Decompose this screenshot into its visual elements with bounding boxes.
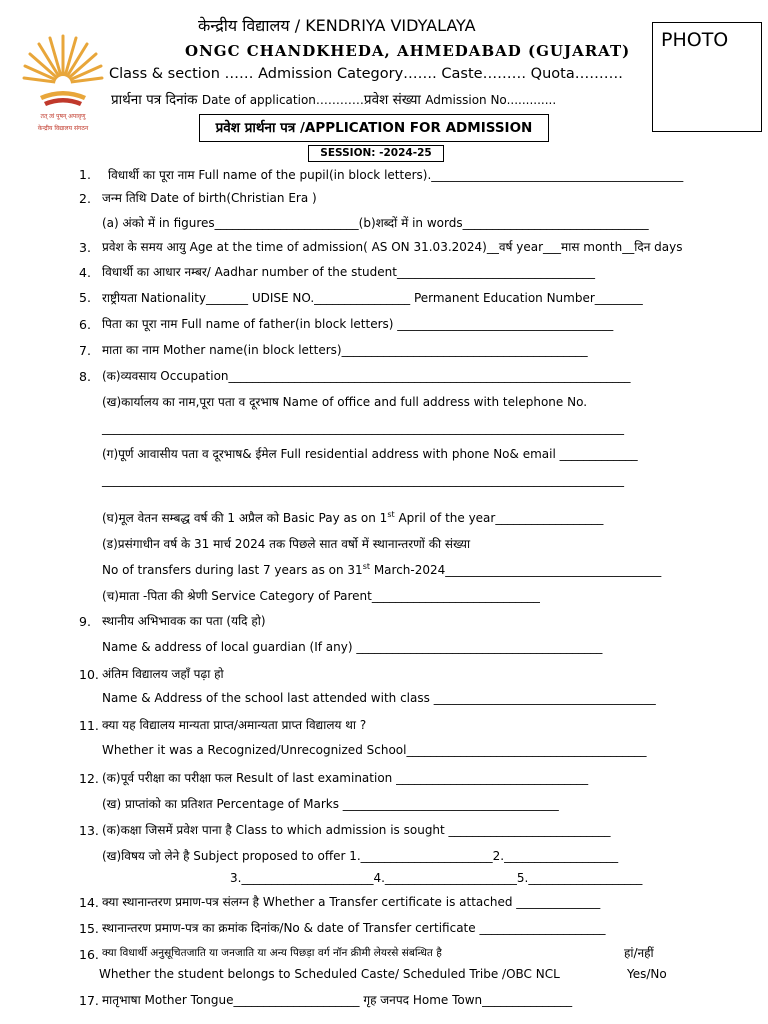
item-number: 16. bbox=[79, 947, 99, 962]
field-occupation: (क)व्यवसाय Occupation___________________________________________________________________ bbox=[102, 369, 631, 383]
field-office-address: (ख)कार्यालय का नाम,पूरा पता व दूरभाष Name of office and full address with telephone No. bbox=[102, 395, 588, 409]
field-dob: जन्म तिथि Date of birth(Christian Era ) bbox=[102, 191, 317, 205]
office-address-line: _______________________________________________________________________________________ bbox=[102, 421, 624, 435]
field-residential-address: (ग)पूर्ण आवासीय पता व दूरभाष& ईमेल Full residential address with phone No& email _____________ bbox=[102, 447, 638, 461]
sunburst-emblem-icon bbox=[22, 28, 104, 138]
field-caste-category-hi: क्या विधार्थी अनुसूचितजाति या जनजाति या अन्य पिछड़ा वर्ग नॉन क्रीमी लेयरसे संबन्धित है bbox=[102, 947, 442, 959]
session-label: SESSION: -2024-25 bbox=[308, 145, 444, 162]
field-recognized-hi: क्या यह विद्यालय मान्यता प्राप्त/अमान्यता प्राप्त विद्यालय था ? bbox=[102, 718, 367, 732]
field-marks-percentage: (ख) प्राप्तांको का प्रतिशत Percentage of Marks ____________________________________ bbox=[102, 797, 559, 811]
item-number: 5. bbox=[79, 290, 91, 305]
admission-no-en: Admission No............. bbox=[425, 93, 557, 107]
field-age: प्रवेश के समय आयु Age at the time of admission( AS ON 31.03.2024)__वर्ष year___मास month__दिन days bbox=[102, 240, 683, 254]
field-pupil-name: विधार्थी का पूरा नाम Full name of the pupil(in block letters).__________________________________________ bbox=[108, 168, 684, 182]
field-local-guardian-hi: स्थानीय अभिभावक का पता (यदि हो) bbox=[102, 614, 266, 628]
field-local-guardian: Name & address of local guardian (If any) _________________________________________ bbox=[102, 640, 603, 654]
field-caste-category: Whether the student belongs to Scheduled Caste/ Scheduled Tribe /OBC NCL bbox=[99, 967, 560, 981]
field-dob-figures-words: (a) अंको में in figures________________________(b)शब्दों में in words_______________________________ bbox=[102, 216, 649, 230]
field-subjects: (ख)विषय जो लेने है Subject proposed to offer 1.______________________2.___________________ bbox=[102, 849, 619, 863]
field-last-school: Name & Address of the school last attended with class _____________________________________ bbox=[102, 691, 656, 705]
field-subjects-cont: 3.______________________4.______________________5.___________________ bbox=[230, 871, 643, 885]
basic-pay-label: (घ)मूल वेतन सम्बद्ध वर्ष की 1 अप्रैल को Basic Pay as on 1 bbox=[102, 511, 388, 525]
item-number: 1. bbox=[79, 167, 91, 182]
item-number: 10. bbox=[79, 667, 99, 682]
field-father-name: पिता का पूरा नाम Full name of father(in block letters) ____________________________________ bbox=[102, 317, 614, 331]
school-branch: ONGC CHANDKHEDA, AHMEDABAD (GUJARAT) bbox=[185, 42, 631, 60]
school-name: केन्द्रीय विद्यालय / KENDRIYA VIDYALAYA bbox=[198, 16, 476, 35]
field-mother-tongue: मातृभाषा Mother Tongue_____________________ गृह जनपद Home Town_______________ bbox=[102, 993, 573, 1007]
field-last-result: (क)पूर्व परीक्षा का परीक्षा फल Result of last examination ________________________________ bbox=[102, 771, 589, 785]
field-last-school-hi: अंतिम विद्यालय जहाँ पढ़ा हो bbox=[102, 667, 224, 681]
item-number: 6. bbox=[79, 317, 91, 332]
field-transfers-en bbox=[102, 562, 661, 577]
transfers-sup: st bbox=[362, 562, 371, 571]
field-nationality: राष्ट्रीयता Nationality_______ UDISE NO.________________ Permanent Education Number________ bbox=[102, 291, 643, 305]
item-number: 15. bbox=[79, 921, 99, 936]
logo-motto: तत् त्वं पूषन् अपावृणु bbox=[40, 113, 86, 120]
item-number: 7. bbox=[79, 343, 91, 358]
admission-no-hi: प्रवेश संख्या bbox=[363, 92, 421, 108]
item-number: 17. bbox=[79, 993, 99, 1008]
item-number: 9. bbox=[79, 614, 91, 629]
basic-pay-sup: st bbox=[387, 510, 395, 519]
field-class-sought: (क)कक्षा जिसमें प्रवेश पाना है Class to which admission is sought ___________________________ bbox=[102, 823, 611, 837]
field-basic-pay bbox=[102, 509, 603, 526]
application-date-line bbox=[111, 90, 556, 108]
basic-pay-blank: April of the year__________________ bbox=[394, 511, 604, 525]
item-number: 14. bbox=[79, 895, 99, 910]
field-recognized: Whether it was a Recognized/Unrecognized School________________________________________ bbox=[102, 743, 647, 757]
transfers-label: No of transfers during last 7 years as on 31 bbox=[102, 563, 363, 577]
field-mother-name: माता का नाम Mother name(in block letters)_________________________________________ bbox=[102, 343, 588, 357]
form-title: प्रवेश प्रार्थना पत्र /APPLICATION FOR ADMISSION bbox=[199, 114, 549, 142]
photo-box bbox=[652, 22, 762, 132]
logo-org-name: केन्द्रीय विद्यालय संगठन bbox=[37, 125, 89, 132]
field-service-category: (च)माता -पिता की श्रेणी Service Category of Parent____________________________ bbox=[102, 589, 540, 603]
field-transfers-hi: (ड)प्रसंगाधीन वर्ष के 31 मार्च 2024 तक पिछले सात वर्षो में स्थानान्तरणों की संख्या bbox=[102, 537, 471, 551]
item-number: 12. bbox=[79, 771, 99, 786]
item-number: 3. bbox=[79, 240, 91, 255]
item-number: 11. bbox=[79, 718, 99, 733]
item-number: 4. bbox=[79, 265, 91, 280]
field-transfer-cert-no: स्थानान्तरण प्रमाण-पत्र का क्रमांक दिनांक/No & date of Transfer certificate _____________________ bbox=[102, 921, 606, 935]
kvs-logo bbox=[22, 28, 104, 138]
item-number: 8. bbox=[79, 369, 91, 384]
item-number: 2. bbox=[79, 191, 91, 206]
field-transfer-cert: क्या स्थानान्तरण प्रमाण-पत्र संलग्न है Whether a Transfer certificate is attached ______________ bbox=[102, 895, 601, 909]
yes-no-en: Yes/No bbox=[627, 967, 667, 981]
residential-address-line: _______________________________________________________________________________________ bbox=[102, 473, 624, 487]
class-section-line: Class & section …… Admission Category……. Caste……… Quota………. bbox=[109, 66, 623, 82]
application-date-en: Date of application………… bbox=[201, 93, 364, 107]
yes-no-hi: हां/नहीं bbox=[624, 946, 654, 960]
item-number: 13. bbox=[79, 823, 99, 838]
application-date-hi: प्रार्थना पत्र दिनांक bbox=[111, 92, 198, 108]
field-aadhar: विधार्थी का आधार नम्बर/ Aadhar number of the student_________________________________ bbox=[102, 265, 595, 279]
transfers-blank: March-2024____________________________________ bbox=[370, 563, 662, 577]
photo-label: PHOTO bbox=[661, 29, 729, 51]
